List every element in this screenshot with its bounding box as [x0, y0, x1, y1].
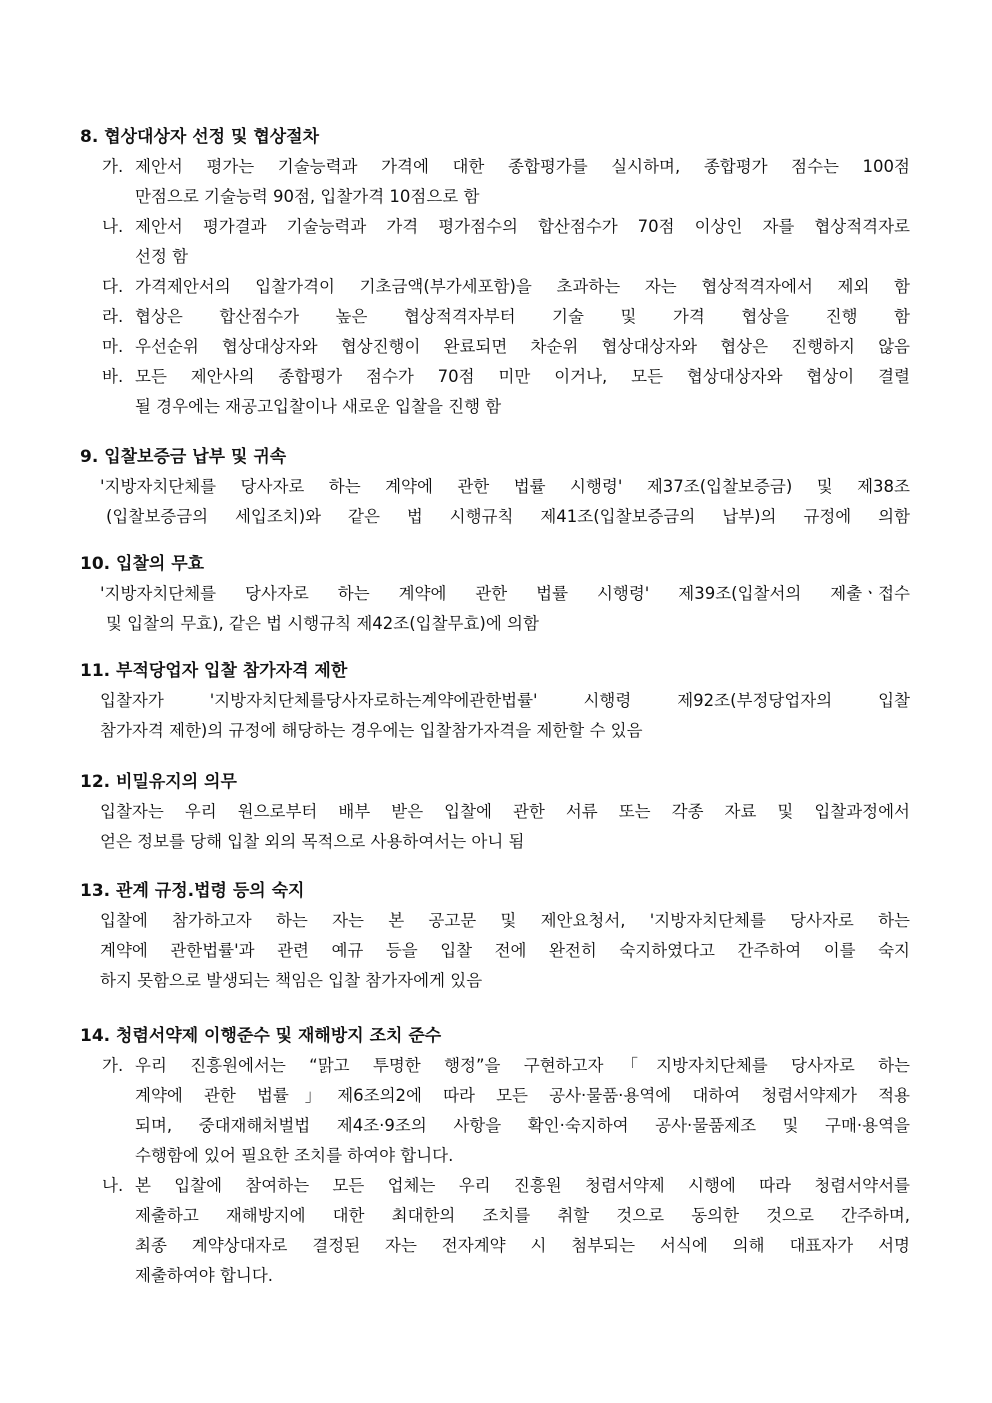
- paragraph-line: '지방자치단체를 당사자로 하는 계약에 관한 법률 시행령' 제39조(입찰서의 제출ㆍ접수: [100, 584, 910, 603]
- item-line: 되며, 중대재해처벌법 제4조·9조의 사항을 확인·숙지하여 공사·물품제조 및 구매·용역을: [135, 1116, 910, 1135]
- item-line: 모든 제안사의 종합평가 점수가 70점 미만 이거나, 모든 협상대상자와 협상이 결렬: [135, 367, 910, 386]
- paragraph-line: 입찰에 참가하고자 하는 자는 본 공고문 및 제안요청서, '지방자치단체를 당사자로 하는: [100, 911, 910, 930]
- section-11: [80, 656, 920, 746]
- paragraph-line: 참가자격 제한)의 규정에 해당하는 경우에는 입찰참가자격을 제한할 수 있음: [100, 721, 643, 740]
- item-line: 가격제안서의 입찰가격이 기초금액(부가세포함)을 초과하는 자는 협상적격자에서 제외 함: [135, 277, 910, 296]
- paragraph-line: 및 입찰의 무효), 같은 법 시행규칙 제42조(입찰무효)에 의함: [106, 614, 539, 633]
- list-item: [80, 272, 920, 302]
- section-paragraph: [80, 797, 920, 857]
- list-item: [80, 1171, 920, 1291]
- item-marker: 바.: [102, 367, 124, 386]
- item-line: 제안서 평가는 기술능력과 가격에 대한 종합평가를 실시하며, 종합평가 점수는 100점: [135, 157, 910, 176]
- section-paragraph: [80, 472, 920, 532]
- paragraph-line: 입찰자는 우리 원으로부터 배부 받은 입찰에 관한 서류 또는 각종 자료 및 입찰과정에서: [100, 802, 910, 821]
- paragraph-line: '지방자치단체를 당사자로 하는 계약에 관한 법률 시행령' 제37조(입찰보증금) 및 제38조: [100, 477, 910, 496]
- item-line: 계약에 관한 법률」제6조의2에 따라 모든 공사·물품·용역에 대하여 청렴서약제가 적용: [135, 1086, 910, 1105]
- item-line: 제출하고 재해방지에 대한 최대한의 조치를 취할 것으로 동의한 것으로 간주하며,: [135, 1206, 910, 1225]
- list-item: [80, 302, 920, 332]
- section-9: [80, 442, 920, 532]
- list-item: [80, 152, 920, 212]
- section-heading: 14. 청렴서약제 이행준수 및 재해방지 조치 준수: [80, 1026, 442, 1046]
- item-marker: 다.: [102, 277, 124, 296]
- item-line: 협상은 합산점수가 높은 협상적격자부터 기술 및 가격 협상을 진행 함: [135, 307, 910, 326]
- item-line: 선정 함: [135, 247, 189, 266]
- list-item: [80, 1051, 920, 1171]
- item-marker: 마.: [102, 337, 124, 356]
- list-item: [80, 332, 920, 362]
- item-line: 제출하여야 합니다.: [135, 1266, 274, 1285]
- section-14: [80, 1021, 920, 1291]
- item-marker: 가.: [102, 157, 124, 176]
- section-8: [80, 122, 920, 422]
- paragraph-line: 얻은 정보를 당해 입찰 외의 목적으로 사용하여서는 아니 됨: [100, 832, 525, 851]
- section-heading: 8. 협상대상자 선정 및 협상절차: [80, 127, 320, 147]
- item-line: 만점으로 기술능력 90점, 입찰가격 10점으로 함: [135, 187, 480, 206]
- section-heading: 9. 입찰보증금 납부 및 귀속: [80, 447, 287, 467]
- list-item: [80, 212, 920, 272]
- item-line: 우선순위 협상대상자와 협상진행이 완료되면 차순위 협상대상자와 협상은 진행하지 않음: [135, 337, 910, 356]
- paragraph-line: 계약에 관한법률'과 관련 예규 등을 입찰 전에 완전히 숙지하였다고 간주하여 이를 숙지: [100, 941, 910, 960]
- item-line: 수행함에 있어 필요한 조치를 하여야 합니다.: [135, 1146, 454, 1165]
- section-paragraph: [80, 686, 920, 746]
- item-marker: 라.: [102, 307, 124, 326]
- list-item: [80, 362, 920, 422]
- item-line: 될 경우에는 재공고입찰이나 새로운 입찰을 진행 함: [135, 397, 502, 416]
- section-heading: 10. 입찰의 무효: [80, 554, 205, 574]
- section-paragraph: [80, 906, 920, 996]
- section-12: [80, 767, 920, 857]
- section-heading: 13. 관계 규정.법령 등의 숙지: [80, 881, 305, 901]
- paragraph-line: 입찰자가 '지방자치단체를당사자로하는계약에관한법률' 시행령 제92조(부정당업자의 입찰: [100, 691, 910, 710]
- item-marker: 나.: [102, 1176, 124, 1195]
- section-paragraph: [80, 579, 920, 639]
- item-marker: 나.: [102, 217, 124, 236]
- paragraph-line: (입찰보증금의 세입조치)와 같은 법 시행규칙 제41조(입찰보증금의 납부)의 규정에 의함: [106, 507, 910, 526]
- item-marker: 가.: [102, 1056, 124, 1075]
- item-line: 제안서 평가결과 기술능력과 가격 평가점수의 합산점수가 70점 이상인 자를 협상적격자로: [135, 217, 910, 236]
- item-line: 본 입찰에 참여하는 모든 업체는 우리 진흥원 청렴서약제 시행에 따라 청렴서약서를: [135, 1176, 910, 1195]
- section-heading: 11. 부적당업자 입찰 참가자격 제한: [80, 661, 348, 681]
- section-13: [80, 876, 920, 996]
- paragraph-line: 하지 못함으로 발생되는 책임은 입찰 참가자에게 있음: [100, 971, 483, 990]
- section-10: [80, 549, 920, 639]
- item-line: 우리 진흥원에서는 “맑고 투명한 행정”을 구현하고자「지방자치단체를 당사자로 하는: [135, 1056, 910, 1075]
- item-line: 최종 계약상대자로 결정된 자는 전자계약 시 첨부되는 서식에 의해 대표자가 서명: [135, 1236, 910, 1255]
- section-heading: 12. 비밀유지의 의무: [80, 772, 237, 792]
